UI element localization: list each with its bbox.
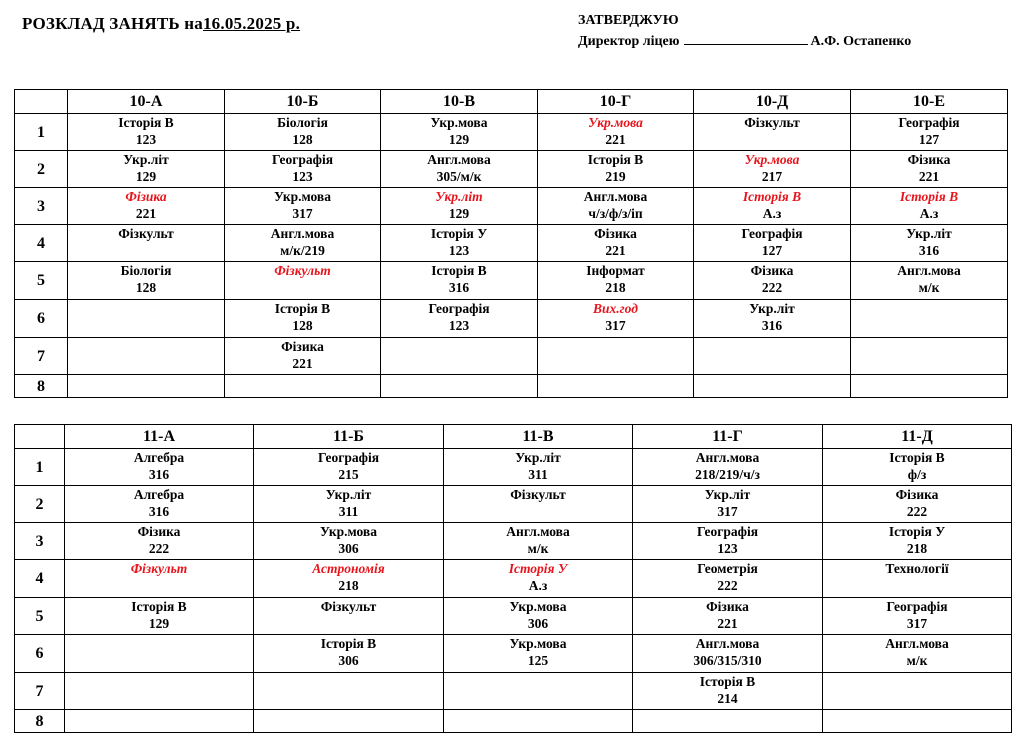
grade-10-schedule-table <box>14 89 1008 398</box>
lesson-cell <box>851 188 1008 225</box>
subject-name: Англ.мова <box>583 189 648 204</box>
subject-name: Фізика <box>706 599 749 614</box>
subject-name: Географія <box>696 524 759 539</box>
lesson-cell <box>633 673 823 710</box>
class-header: 11-Д <box>823 425 1012 449</box>
lesson-cell <box>381 225 538 262</box>
room-number: 128 <box>135 280 157 295</box>
subject-name: Фізкульт <box>744 115 800 130</box>
subject-name: Географія <box>886 599 948 614</box>
subject-name: Історія У <box>888 524 946 539</box>
subject-name: Географія <box>271 152 334 167</box>
grade-11-schedule-table <box>14 424 1012 733</box>
subject-name: Англ.мова <box>506 524 570 539</box>
lesson-cell <box>823 486 1012 523</box>
lesson-cell <box>694 114 851 151</box>
room-number: 219 <box>605 169 626 184</box>
lesson-number: 8 <box>15 375 68 398</box>
lesson-number: 8 <box>15 710 65 733</box>
subject-name: Укр.мова <box>509 599 567 614</box>
subject-name: Фізика <box>137 524 181 539</box>
lesson-cell <box>823 635 1012 673</box>
lesson-cell <box>444 486 633 523</box>
class-header: 10-Б <box>225 90 381 114</box>
room-number: 316 <box>148 504 170 519</box>
lesson-cell <box>694 188 851 225</box>
lesson-cell <box>68 188 225 225</box>
approval-signature-line <box>578 31 911 52</box>
room-number: А.з <box>528 578 548 593</box>
lesson-cell <box>694 151 851 188</box>
lesson-cell <box>65 635 254 673</box>
lesson-cell <box>823 560 1012 598</box>
lesson-cell <box>633 486 823 523</box>
lesson-row <box>15 598 1012 635</box>
lesson-cell <box>444 523 633 560</box>
director-label: Директор ліцею <box>578 34 680 49</box>
subject-name: Укр.літ <box>325 487 372 502</box>
subject-name: Укр.мова <box>509 636 567 651</box>
subject-name: Англ.мова <box>695 636 760 651</box>
lesson-cell <box>225 225 381 262</box>
lesson-cell <box>444 560 633 598</box>
room-number: 316 <box>148 467 170 482</box>
lesson-cell <box>823 598 1012 635</box>
lesson-row <box>15 262 1008 300</box>
lesson-cell <box>444 673 633 710</box>
subject-name: Фізика <box>907 152 951 167</box>
room-number: 311 <box>528 467 548 482</box>
room-number: 218/219/ч/з <box>695 467 760 482</box>
subject-name: Фізкульт <box>274 263 331 278</box>
lesson-row <box>15 338 1008 375</box>
room-number: 311 <box>338 504 359 519</box>
lesson-cell <box>538 262 694 300</box>
lesson-row <box>15 375 1008 398</box>
subject-name: Біологія <box>120 263 172 278</box>
subject-name: Алгебра <box>133 450 185 465</box>
room-number: 129 <box>135 169 157 184</box>
subject-name: Фізкульт <box>118 226 174 241</box>
lesson-cell <box>694 300 851 338</box>
lesson-number: 3 <box>15 523 65 560</box>
room-number: 127 <box>761 243 783 258</box>
room-number: 127 <box>918 132 940 147</box>
subject-name: Географія <box>428 301 490 316</box>
lesson-row <box>15 523 1012 560</box>
subject-name: Укр.мова <box>274 189 331 204</box>
room-number: 214 <box>717 691 738 706</box>
room-number: 305/м/к <box>436 169 482 184</box>
lesson-cell <box>851 300 1008 338</box>
lesson-cell <box>381 375 538 398</box>
room-number: м/к <box>527 541 549 556</box>
schedule-title <box>22 14 300 34</box>
lesson-number: 1 <box>15 449 65 486</box>
lesson-number: 6 <box>15 300 68 338</box>
lesson-row <box>15 673 1012 710</box>
room-number: 123 <box>135 132 157 147</box>
corner-cell <box>15 425 65 449</box>
lesson-cell <box>225 114 381 151</box>
subject-name: Англ.мова <box>885 636 949 651</box>
lesson-cell <box>68 375 225 398</box>
lesson-cell <box>538 151 694 188</box>
subject-name: Англ.мова <box>427 152 491 167</box>
room-number: ч/з/ф/з/іп <box>588 206 643 221</box>
subject-name: Фізкульт <box>130 561 188 576</box>
subject-name: Географія <box>317 450 380 465</box>
class-header: 10-В <box>381 90 538 114</box>
subject-name: Фізика <box>125 189 167 204</box>
director-name: А.Ф. Остапенко <box>810 34 912 49</box>
room-number: 123 <box>448 318 470 333</box>
room-number: 222 <box>906 504 928 519</box>
lesson-cell <box>633 449 823 486</box>
lesson-number: 4 <box>15 225 68 262</box>
lesson-cell <box>68 114 225 151</box>
lesson-cell <box>694 225 851 262</box>
subject-name: Історія У <box>508 561 568 576</box>
subject-name: Історія В <box>274 301 331 316</box>
lesson-cell <box>633 635 823 673</box>
room-number: 221 <box>135 206 157 221</box>
room-number: 129 <box>448 132 470 147</box>
subject-name: Геометрія <box>697 561 758 576</box>
room-number: А.з <box>919 206 939 221</box>
subject-name: Історія В <box>699 674 756 689</box>
subject-name: Укр.літ <box>704 487 751 502</box>
lesson-cell <box>68 300 225 338</box>
lesson-cell <box>823 449 1012 486</box>
subject-name: Фізика <box>895 487 939 502</box>
room-number: 221 <box>605 243 626 258</box>
room-number: 129 <box>148 616 170 631</box>
lesson-cell <box>225 375 381 398</box>
subject-name: Астрономія <box>312 561 385 576</box>
lesson-cell <box>381 338 538 375</box>
lesson-cell <box>225 188 381 225</box>
lesson-cell <box>851 262 1008 300</box>
lesson-number: 7 <box>15 338 68 375</box>
subject-name: Історія В <box>587 152 644 167</box>
lesson-row <box>15 635 1012 673</box>
room-number: м/к/219 <box>280 243 325 258</box>
room-number: 222 <box>717 578 738 593</box>
lesson-cell <box>225 151 381 188</box>
lesson-cell <box>633 560 823 598</box>
lesson-cell <box>538 300 694 338</box>
lesson-row <box>15 710 1012 733</box>
title-text: РОЗКЛАД ЗАНЯТЬ на <box>22 14 203 33</box>
room-number: 306 <box>527 616 549 631</box>
subject-name: Географія <box>898 115 960 130</box>
approval-block <box>578 10 911 52</box>
lesson-cell <box>254 486 444 523</box>
lesson-cell <box>538 375 694 398</box>
lesson-cell <box>254 449 444 486</box>
subject-name: Укр.мова <box>588 115 643 130</box>
schedule-date: 16.05.2025 р. <box>202 14 301 33</box>
room-number: 129 <box>448 206 470 221</box>
lesson-cell <box>444 635 633 673</box>
room-number: 123 <box>448 243 470 258</box>
room-number: ф/з <box>907 467 927 482</box>
lesson-cell <box>694 375 851 398</box>
subject-name: Історія В <box>742 189 802 204</box>
lesson-cell <box>225 262 381 300</box>
lesson-cell <box>694 262 851 300</box>
subject-name: Історія В <box>899 189 959 204</box>
room-number: 123 <box>292 169 313 184</box>
subject-name: Алгебра <box>133 487 185 502</box>
lesson-cell <box>823 523 1012 560</box>
lesson-cell <box>254 598 444 635</box>
subject-name: Укр.літ <box>906 226 952 241</box>
subject-name: Історія У <box>430 226 488 241</box>
subject-name: Укр.літ <box>435 189 483 204</box>
lesson-cell <box>381 151 538 188</box>
lesson-row <box>15 225 1008 262</box>
lesson-cell <box>65 710 254 733</box>
room-number: 221 <box>918 169 940 184</box>
subject-name: Укр.літ <box>515 450 561 465</box>
lesson-cell <box>538 188 694 225</box>
lesson-cell <box>823 710 1012 733</box>
subject-name: Історія В <box>118 115 174 130</box>
lesson-cell <box>851 375 1008 398</box>
lesson-cell <box>254 635 444 673</box>
lesson-cell <box>823 673 1012 710</box>
lesson-row <box>15 560 1012 598</box>
room-number: 128 <box>292 132 313 147</box>
lesson-cell <box>851 114 1008 151</box>
lesson-cell <box>633 523 823 560</box>
subject-name: Інформат <box>586 263 645 278</box>
lesson-cell <box>851 151 1008 188</box>
room-number: 317 <box>717 504 738 519</box>
lesson-number: 5 <box>15 598 65 635</box>
subject-name: Фізкульт <box>320 599 377 614</box>
subject-name: Укр.мова <box>320 524 377 539</box>
lesson-row <box>15 486 1012 523</box>
lesson-cell <box>694 338 851 375</box>
room-number: 218 <box>338 578 359 593</box>
subject-name: Укр.літ <box>123 152 169 167</box>
room-number: 317 <box>906 616 928 631</box>
lesson-row <box>15 114 1008 151</box>
room-number: 221 <box>605 132 626 147</box>
room-number: 217 <box>761 169 783 184</box>
subject-name: Укр.мова <box>430 115 488 130</box>
lesson-cell <box>68 338 225 375</box>
lesson-number: 7 <box>15 673 65 710</box>
subject-name: Технології <box>885 561 949 576</box>
lesson-cell <box>68 151 225 188</box>
class-header: 11-А <box>65 425 254 449</box>
lesson-cell <box>65 523 254 560</box>
lesson-cell <box>538 225 694 262</box>
class-header: 11-Б <box>254 425 444 449</box>
subject-name: Фізика <box>594 226 637 241</box>
room-number: 218 <box>906 541 928 556</box>
lesson-cell <box>65 449 254 486</box>
lesson-cell <box>381 188 538 225</box>
class-header: 10-Д <box>694 90 851 114</box>
room-number: 222 <box>761 280 783 295</box>
lesson-cell <box>254 673 444 710</box>
lesson-cell <box>381 114 538 151</box>
room-number: м/к <box>918 280 940 295</box>
room-number: 218 <box>605 280 626 295</box>
room-number: 317 <box>605 318 626 333</box>
lesson-cell <box>254 710 444 733</box>
subject-name: Англ.мова <box>897 263 961 278</box>
lesson-row <box>15 188 1008 225</box>
lesson-cell <box>851 338 1008 375</box>
lesson-cell <box>633 598 823 635</box>
header-row <box>15 90 1008 114</box>
lesson-row <box>15 300 1008 338</box>
room-number: 128 <box>292 318 313 333</box>
lesson-cell <box>633 710 823 733</box>
lesson-cell <box>381 300 538 338</box>
room-number: 317 <box>292 206 313 221</box>
room-number: 306/315/310 <box>693 653 762 668</box>
class-header: 10-Е <box>851 90 1008 114</box>
lesson-cell <box>225 300 381 338</box>
room-number: 222 <box>148 541 170 556</box>
subject-name: Історія В <box>131 599 187 614</box>
lesson-number: 1 <box>15 114 68 151</box>
subject-name: Історія В <box>431 263 487 278</box>
lesson-cell <box>444 598 633 635</box>
lesson-row <box>15 151 1008 188</box>
lesson-cell <box>381 262 538 300</box>
subject-name: Історія В <box>320 636 377 651</box>
lesson-cell <box>65 486 254 523</box>
approval-heading: ЗАТВЕРДЖУЮ <box>578 13 679 28</box>
subject-name: Укр.мова <box>744 152 800 167</box>
room-number: 306 <box>338 541 359 556</box>
room-number: 316 <box>918 243 940 258</box>
lesson-number: 3 <box>15 188 68 225</box>
room-number: 221 <box>292 356 313 371</box>
room-number: 215 <box>338 467 359 482</box>
subject-name: Фізика <box>750 263 794 278</box>
lesson-cell <box>538 114 694 151</box>
lesson-number: 2 <box>15 151 68 188</box>
lesson-cell <box>444 710 633 733</box>
subject-name: Географія <box>741 226 803 241</box>
room-number: 306 <box>338 653 359 668</box>
subject-name: Англ.мова <box>270 226 335 241</box>
room-number: 221 <box>717 616 738 631</box>
lesson-number: 2 <box>15 486 65 523</box>
corner-cell <box>15 90 68 114</box>
room-number: 316 <box>448 280 470 295</box>
header-row <box>15 425 1012 449</box>
lesson-cell <box>254 560 444 598</box>
room-number: м/к <box>906 653 928 668</box>
lesson-cell <box>65 673 254 710</box>
class-header: 11-В <box>444 425 633 449</box>
lesson-number: 6 <box>15 635 65 673</box>
room-number: 316 <box>761 318 783 333</box>
subject-name: Англ.мова <box>695 450 760 465</box>
subject-name: Фізика <box>281 339 324 354</box>
lesson-row <box>15 449 1012 486</box>
lesson-cell <box>538 338 694 375</box>
lesson-cell <box>65 598 254 635</box>
subject-name: Вих.год <box>593 301 638 316</box>
subject-name: Історія В <box>889 450 945 465</box>
room-number: А.з <box>762 206 782 221</box>
subject-name: Фізкульт <box>510 487 566 502</box>
lesson-number: 4 <box>15 560 65 598</box>
room-number: 125 <box>527 653 549 668</box>
lesson-cell <box>68 225 225 262</box>
lesson-cell <box>68 262 225 300</box>
lesson-cell <box>65 560 254 598</box>
lesson-cell <box>225 338 381 375</box>
lesson-cell <box>444 449 633 486</box>
class-header: 10-Г <box>538 90 694 114</box>
class-header: 10-А <box>68 90 225 114</box>
subject-name: Біологія <box>277 115 328 130</box>
subject-name: Укр.літ <box>749 301 795 316</box>
lesson-number: 5 <box>15 262 68 300</box>
lesson-cell <box>254 523 444 560</box>
lesson-cell <box>851 225 1008 262</box>
class-header: 11-Г <box>633 425 823 449</box>
room-number: 123 <box>717 541 738 556</box>
signature-blank <box>684 32 808 45</box>
